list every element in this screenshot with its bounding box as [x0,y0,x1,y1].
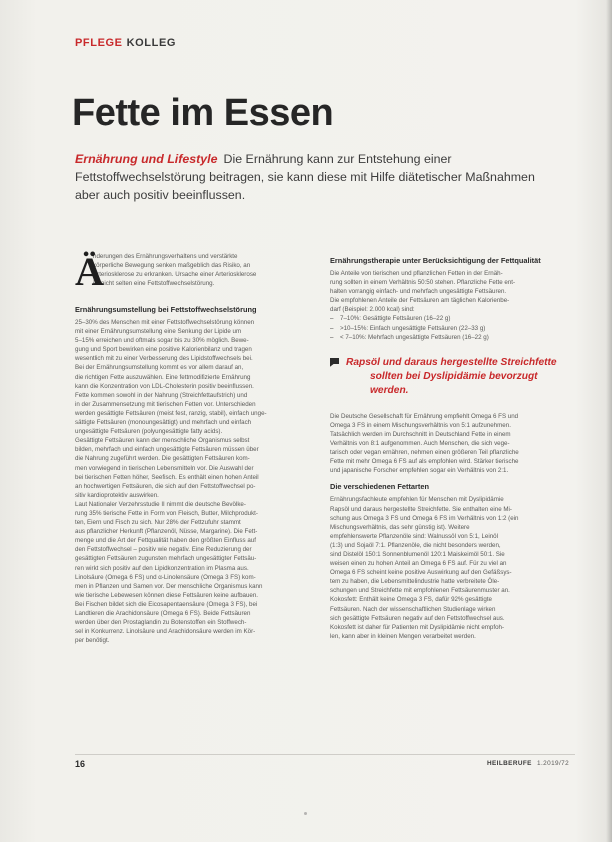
quote-mark-icon [330,358,339,367]
text-line: Mischungsverhältnis, das sehr günstig ist). Weitere [330,523,470,531]
text-line: Arteriosklerose zu erkranken. Ursache einer Arteriosklerose [93,271,257,279]
text-line: 25–30% des Menschen mit einer Fettstoffwechselstörung können [75,319,255,326]
text-line: Gesättigte Fettsäuren kann der menschliche Organismus selbst [75,437,250,445]
text-line: schungen und Streichfette mit empfohlenen Fettsäurenmuster an. [330,587,510,595]
text-line: die richtigen Fette auszuwählen. Eine fettmodifizierte Ernährung [75,373,251,381]
magazine-name: HEILBERUFE [487,760,532,767]
text-line: schung aus Omega 3 FS und Omega 6 FS im Verhältnis von 1:2 (ein [330,514,519,522]
text-line: rung sollten in einem Verhältnis 50:50 stehen. Pflanzliche Fette ent- [330,279,516,287]
text-line: weisen einen zu hohen Anteil an Omega 6 FS auf. Für zu viel an [330,560,507,568]
text-line: Tatsächlich werden im Durchschnitt in Deutschland Fette in einem [330,430,511,438]
subheading: Ernährungsumstellung bei Fettstoffwechselstörung [75,305,257,314]
issue-number: 1.2019/72 [537,760,570,767]
text-line: sel in Konkurrenz. Linolsäure und Arachidonsäure werden im Kör- [75,628,256,636]
text-line: Fettsäuren. Nach der wissenschaftlichen Studienlage wirken [330,605,496,613]
text-line: und japanische Forscher empfehlen sogar ein Verhältnis von 2:1. [330,467,509,475]
text-line: Verhältnis von 8:1 aufgenommen. Auch Menschen, die sich vege- [330,440,510,448]
subheading: Ernährungstherapie unter Berücksichtigung der Fettqualität [330,256,541,265]
text-line: die Nahrung zugeführt werden. Die gesättigten Fettsäuren kom- [75,455,250,463]
text-line: ungesättigte Fettsäuren (polyungesättigte fatty acids). [75,428,223,436]
left-column [75,249,313,752]
rubric-part2: KOLLEG [126,37,177,49]
list-item: – < 7–10%: Mehrfach ungesättigte Fettsäuren (16–22 g) [330,333,574,342]
text-line: sich gesättigte Fettsäuren negativ auf den Fettstoffwechsel aus. [330,614,505,622]
text-line: tarisch oder vegan ernähren, nehmen einen größeren Teil pflanzliche [330,449,519,457]
text-line: tem zu haben, die Lebensmittelindustrie hatte verbreitete Öle- [330,578,500,586]
pullquote-line2: sollten bei Dyslipidämie bevorzugt werden. [370,370,538,396]
text-line: Fette mit mehr Omega 6 FS auf als empfohlen wird. Stärker tierische [330,458,519,466]
text-line: Omega 6 FS scheint keine positive Auswirkung auf den Gefäßsys- [330,569,512,577]
text-line: den Fettstoffwechsel – positiv wie negativ. Eine Reduzierung der [75,546,252,554]
scan-dot [304,812,307,815]
text-line: gung und Sport bewirken eine positive Kalorienbilanz und tragen [75,346,252,354]
body-paragraph [330,495,574,641]
text-line: Bei Fischen bildet sich die Eicosapentaensäure (Omega 3 FS), bei [75,600,258,608]
text-line: men vorwiegend in tierischen Lebensmitteln vor. Die Auswahl der [75,464,254,472]
text-line: bei tierischen Fetten höher, Seefisch. Es enthält einen hohen Anteil [75,473,259,481]
text-line: nderungen des Ernährungsverhaltens und verstärkte [93,253,238,260]
subheading: Die verschiedenen Fettarten [330,482,429,492]
text-line: an hochwertigen Fettsäuren, die sich auf den Fettstoffwechsel po- [75,482,256,490]
text-line: sind Distelöl 150:1 Sonnenblumenöl 120:1 Maiskeimöl 50:1. Sie [330,550,505,558]
text-line: Omega 3 FS in einem Mischungsverhältnis von 5:1 aufzunehmen. [330,421,511,429]
article-lead [75,150,545,204]
text-line: sitiv kardioprotektiv auswirken. [75,491,159,499]
body-paragraph [75,318,313,645]
text-line: menge und die Art der Fettqualität haben den größten Einfluss auf [75,537,256,545]
text-line: bilden, mehrfach und einfach ungesättigte Fettsäuren müssen über [75,446,259,454]
text-line: in der Zusammensetzung mit tierischen Fetten vor. Unterschieden [75,400,256,408]
text-line: Die Anteile von tierischen und pflanzlichen Fetten in der Ernäh- [330,270,503,277]
text-line: men in Pflanzen und Samen vor. Der menschliche Organismus kann [75,582,263,590]
text-line: Fette kommen sowohl in der Nahrung (Streichfettaufstrich) und [75,391,248,399]
intro-block [75,249,313,298]
section-rubric [75,36,176,50]
text-line: Landtieren die Arachidonsäure (Omega 6 FS). Beide Fettsäuren [75,610,251,617]
list-item: – >10–15%: Einfach ungesättigte Fettsäuren (22–33 g) [330,324,574,333]
right-column [330,256,574,641]
text-line: ren wirkt sich positiv auf den Lipidkonzentration im Plasma aus. [75,564,249,572]
text-line: sättigte Fettsäuren (monoungesättigt) und mehrfach und einfach [75,419,252,427]
page-number: 16 [75,759,86,769]
text-line: aus pflanzlicher Herkunft (Pflanzenöl, Nüsse, Margarine). Die Fett- [75,528,258,536]
lead-text: Die Ernährung kann zur Entstehung einer Fettstoffwechselstörung beitragen, sie kann diese mit Hilfe diätetischer Maßnahmen aber auch positiv beeinflussen. [75,152,535,202]
text-line: Ernährungsfachleute empfehlen für Menschen mit Dyslipidämie [330,496,504,504]
text-line: 5–15% erreichen und oftmals sogar bis zu 30% möglich. Bewe- [75,337,249,345]
drop-cap: Ä [75,249,104,294]
text-line: Laut Nationaler Verzehrsstudie II nimmt die deutsche Bevölke- [75,500,246,508]
text-line: Rapsöl und daraus hergestellte Streichfette. Sie enthalten eine Mi- [330,505,512,513]
text-line: kann die Konzentration von LDL-Cholesterin positiv beeinflussen. [75,382,254,390]
text-line: (1:3) und Sojaöl 7:1. Pflanzenöle, die nicht besonders werden, [330,541,501,549]
body-paragraph [330,269,574,314]
rubric-part1: PFLEGE [75,37,123,49]
footer-divider [75,754,575,755]
text-line: gesättigten Fettsäuren zugunsten mehrfach ungesättigter Fettsäu- [75,555,257,563]
text-line: ten, Eiern und Fisch zu sich. Nur 28% der Fettzufuhr stammt [75,519,241,527]
text-line: halten vorrangig einfach- und mehrfach ungesättigte Fettsäuren. [330,288,507,296]
body-paragraph [330,412,574,476]
article-title: Fette im Essen [72,92,334,134]
intro-text [93,252,313,288]
text-line: Die Deutsche Gesellschaft für Ernährung empfiehlt Omega 6 FS und [330,412,519,420]
pull-quote [330,356,574,398]
fatty-acid-list [330,314,574,341]
lead-kicker: Ernährung und Lifestyle [75,152,218,166]
text-line: ist nicht selten eine Fettstoffwechselstörung. [93,280,215,288]
text-line: len, kann aber in kleinen Mengen verarbeitet werden. [330,632,476,640]
text-line: per benötigt. [75,637,110,645]
text-line: Kokosfett: Enthält keine Omega 3 FS, dafür 92% gesättigte [330,596,492,604]
text-line: Bei der Ernährungsumstellung kommt es vor allem darauf an, [75,364,244,372]
text-line: empfehlenswerte Pflanzenöle sind: Walnussöl von 5:1, Leinöl [330,532,498,540]
list-item: – 7–10%: Gesättigte Fettsäuren (16–22 g) [330,314,574,323]
text-line: Linolsäure (Omega 6 FS) und α-Linolensäure (Omega 3 FS) kom- [75,573,256,581]
text-line: körperliche Bewegung senken maßgeblich das Risiko, an [93,262,251,270]
text-line: rung 35% tierische Fette in Form von Fleisch, Butter, Milchprodukt- [75,509,258,517]
footer-issue [487,760,569,767]
text-line: darf (Beispiel: 2.000 kcal) sind: [330,306,415,314]
text-line: Die empfohlenen Anteile der Fettsäuren am täglichen Kalorienbe- [330,297,510,305]
pullquote-line1: Rapsöl und daraus hergestellte Streichfette [346,356,557,368]
text-line: Kokosfett ist daher für Patienten mit Dyslipidämie nicht empfoh- [330,623,505,631]
page-edge-shadow [606,0,612,842]
text-line: wesentlich mit zu einer Verbesserung des Lipidstoffwechsels bei. [75,355,253,363]
text-line: mit einer Ernährungsumstellung eine Senkung der Lipide um [75,328,242,336]
text-line: werden über den Prostaglandin zu Botenstoffen ein Stoffwech- [75,619,247,627]
text-line: wie tierische Lebewesen können diese Fettsäuren keine aufbauen. [75,591,258,599]
text-line: werden gesättigte Fettsäuren (meist fest, ranzig, stabil), einfach unge- [75,409,267,417]
